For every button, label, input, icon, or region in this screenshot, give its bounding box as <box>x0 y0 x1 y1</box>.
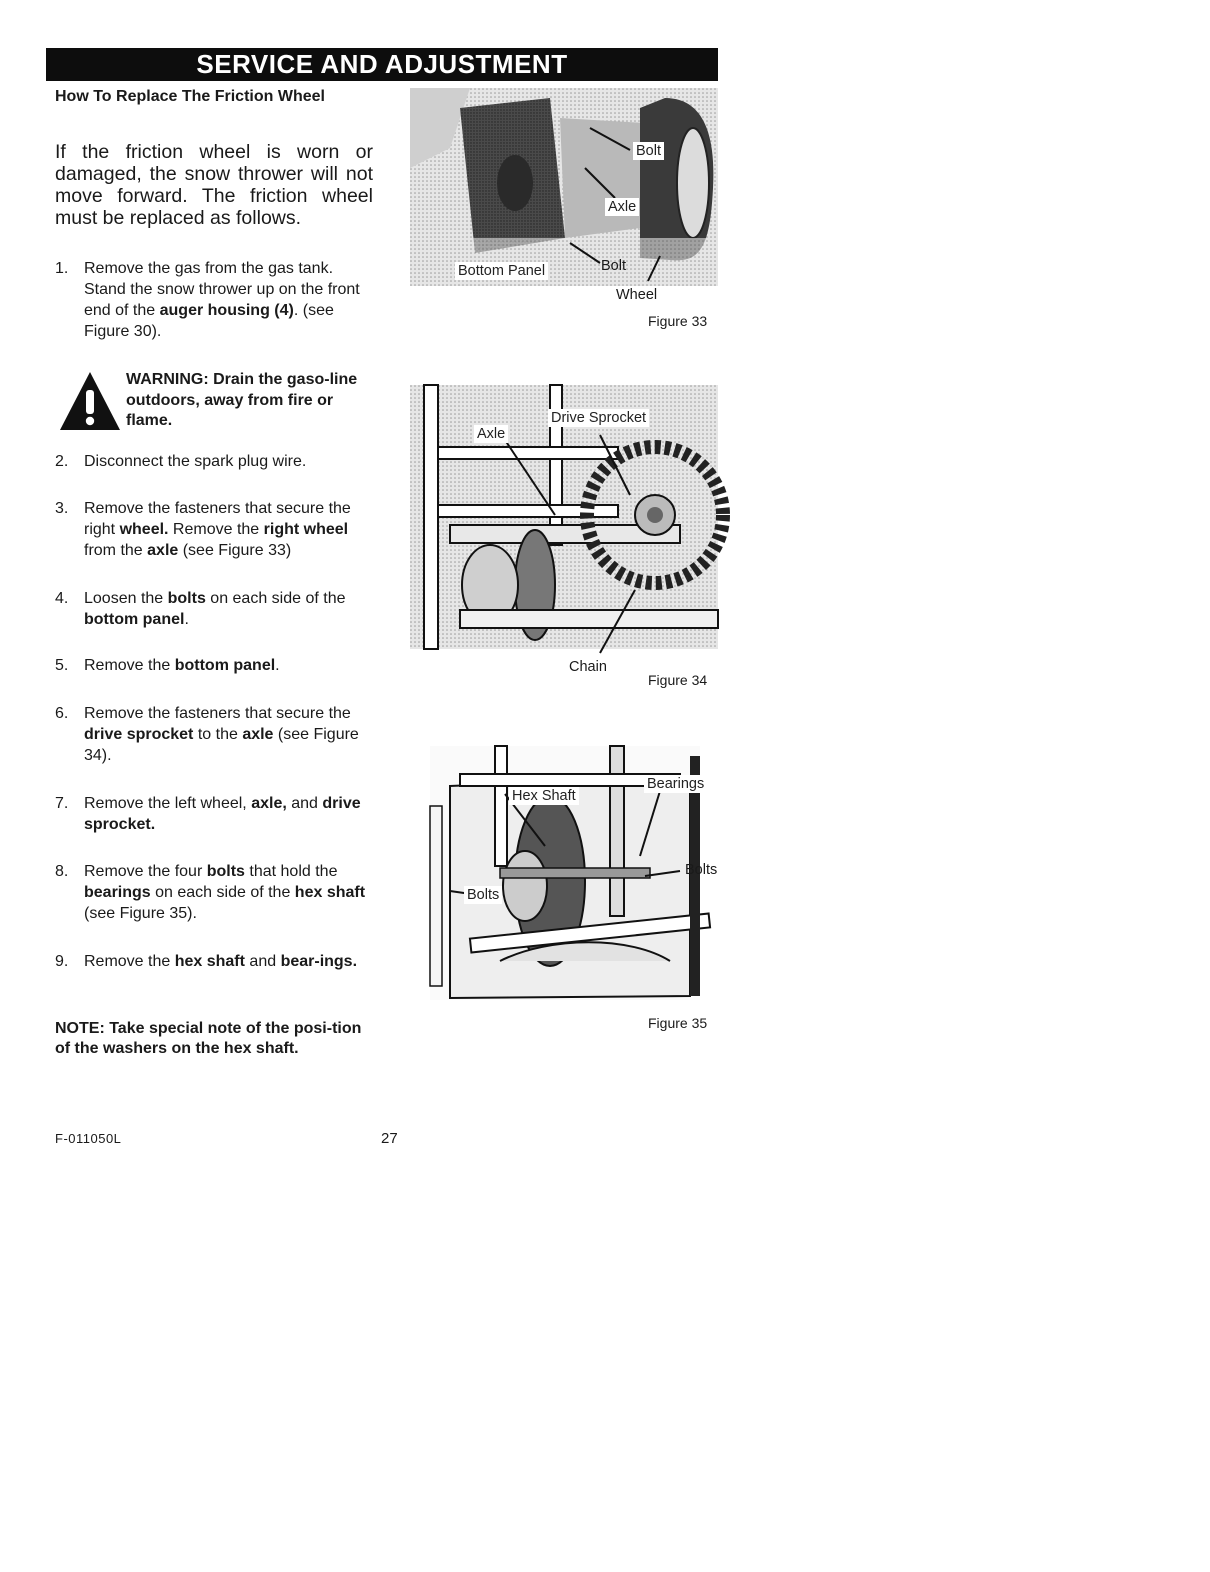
figure-33-caption: Figure 33 <box>648 313 708 329</box>
step-text-run: that hold the <box>244 863 338 880</box>
warning-triangle-icon <box>58 370 122 432</box>
step-bold-term: bottom panel <box>174 657 276 674</box>
step-text-run: Remove the <box>84 953 175 970</box>
step-4: 4. Loosen the bolts on each side of the bottom panel. <box>55 590 346 628</box>
label-bolt-bottom: Bolt <box>601 258 626 274</box>
step-bold-term: hex shaft <box>174 953 245 970</box>
intro-paragraph: If the friction wheel is worn or damaged, the snow thrower will not move forward. The friction wheel must be replaced as follows. <box>55 141 373 229</box>
step-8: 8. Remove the four bolts that hold the bearings on each side of the hex shaft (see Figure 35). <box>55 863 366 922</box>
step-6: 6. Remove the fasteners that secure the drive sprocket to the axle (see Figure 34). <box>55 705 359 764</box>
step-9: 9. Remove the hex shaft and bear-ings. <box>55 953 358 970</box>
step-text-run: (see Figure 34). <box>84 726 359 764</box>
section-banner: SERVICE AND ADJUSTMENT <box>46 48 718 81</box>
label-bolt-top: Bolt <box>633 142 664 160</box>
step-text-run: . <box>275 657 280 674</box>
figure-34-caption: Figure 34 <box>648 672 708 688</box>
label-drive-sprocket: Drive Sprocket <box>548 409 649 427</box>
step-bold-term: drive sprocket. <box>84 795 361 833</box>
label-bearings: Bearings <box>644 775 707 793</box>
label-chain: Chain <box>569 659 607 675</box>
step-2: 2. Disconnect the spark plug wire. <box>55 453 307 470</box>
step-text-run: Remove the fasteners that secure the right <box>84 500 351 538</box>
step-bold-term: bottom panel <box>84 611 185 628</box>
step-7: 7. Remove the left wheel, axle, and drive sprocket. <box>55 795 361 833</box>
figure-35-caption: Figure 35 <box>648 1015 708 1031</box>
step-bold-term: right wheel <box>263 521 349 538</box>
step-bold-term: bear-ings. <box>280 953 358 970</box>
step-bold-term: drive sprocket <box>84 726 194 743</box>
step-text-run: . <box>184 611 189 628</box>
step-text-run: on each side of the <box>205 590 346 607</box>
step-text-run: from the <box>84 542 148 559</box>
step-bold-term: bolts <box>167 590 206 607</box>
step-text-run: to the <box>193 726 243 743</box>
step-bold-term: auger housing (4) <box>159 302 294 319</box>
step-3: 3. Remove the fasteners that secure the right wheel. Remove the right wheel from the axle (see Figure 33) <box>55 500 351 559</box>
warning-text: WARNING: Drain the gaso-line outdoors, away from fire or flame. <box>126 371 358 429</box>
label-bottom-panel: Bottom Panel <box>455 262 548 280</box>
step-text-run: Remove the four <box>84 863 207 880</box>
step-text-run: . (see Figure 30). <box>84 302 334 340</box>
step-bold-term: bolts <box>206 863 245 880</box>
step-bold-term: axle, <box>251 795 287 812</box>
step-bold-term: wheel. <box>119 521 169 538</box>
step-bold-term: axle <box>242 726 274 743</box>
step-text-run: Remove the left wheel, <box>84 795 252 812</box>
label-bolts-right: Bolts <box>685 862 718 878</box>
step-text-run: (see Figure 33) <box>178 542 292 559</box>
step-text-run: Remove the fasteners that secure the <box>84 705 351 722</box>
step-text-run: Loosen the <box>84 590 168 607</box>
step-text-run: and <box>244 953 281 970</box>
page-number: 27 <box>381 1130 398 1147</box>
label-hex-shaft: Hex Shaft <box>509 787 579 805</box>
label-axle-fig34: Axle <box>474 425 508 443</box>
step-text-run: Remove the gas from the gas tank. Stand the snow thrower up on the front end of the <box>84 260 360 319</box>
step-text-run: on each side of the <box>150 884 295 901</box>
step-5: 5. Remove the bottom panel. <box>55 657 280 674</box>
step-text-run: Remove the <box>84 657 175 674</box>
step-text-run: and <box>286 795 323 812</box>
label-wheel: Wheel <box>616 287 658 303</box>
document-code: F-011050L <box>55 1131 122 1146</box>
step-1: 1. Remove the gas from the gas tank. Stand the snow thrower up on the front end of the auger housing (4). (see Figure 30). <box>55 260 360 340</box>
figure-33-illustration <box>410 88 718 286</box>
label-axle: Axle <box>605 198 639 216</box>
step-bold-term: axle <box>147 542 179 559</box>
step-text-run: Disconnect the spark plug wire. <box>84 453 307 470</box>
step-bold-term: hex shaft <box>294 884 366 901</box>
step-text-run: (see Figure 35). <box>84 905 197 922</box>
procedure-title: How To Replace The Friction Wheel <box>55 88 325 105</box>
step-bold-term: bearings <box>84 884 151 901</box>
step-text-run: Remove the <box>168 521 264 538</box>
label-bolts-left: Bolts <box>464 886 502 904</box>
note-text: NOTE: Take special note of the posi-tion of the washers on the hex shaft. <box>55 1020 362 1057</box>
